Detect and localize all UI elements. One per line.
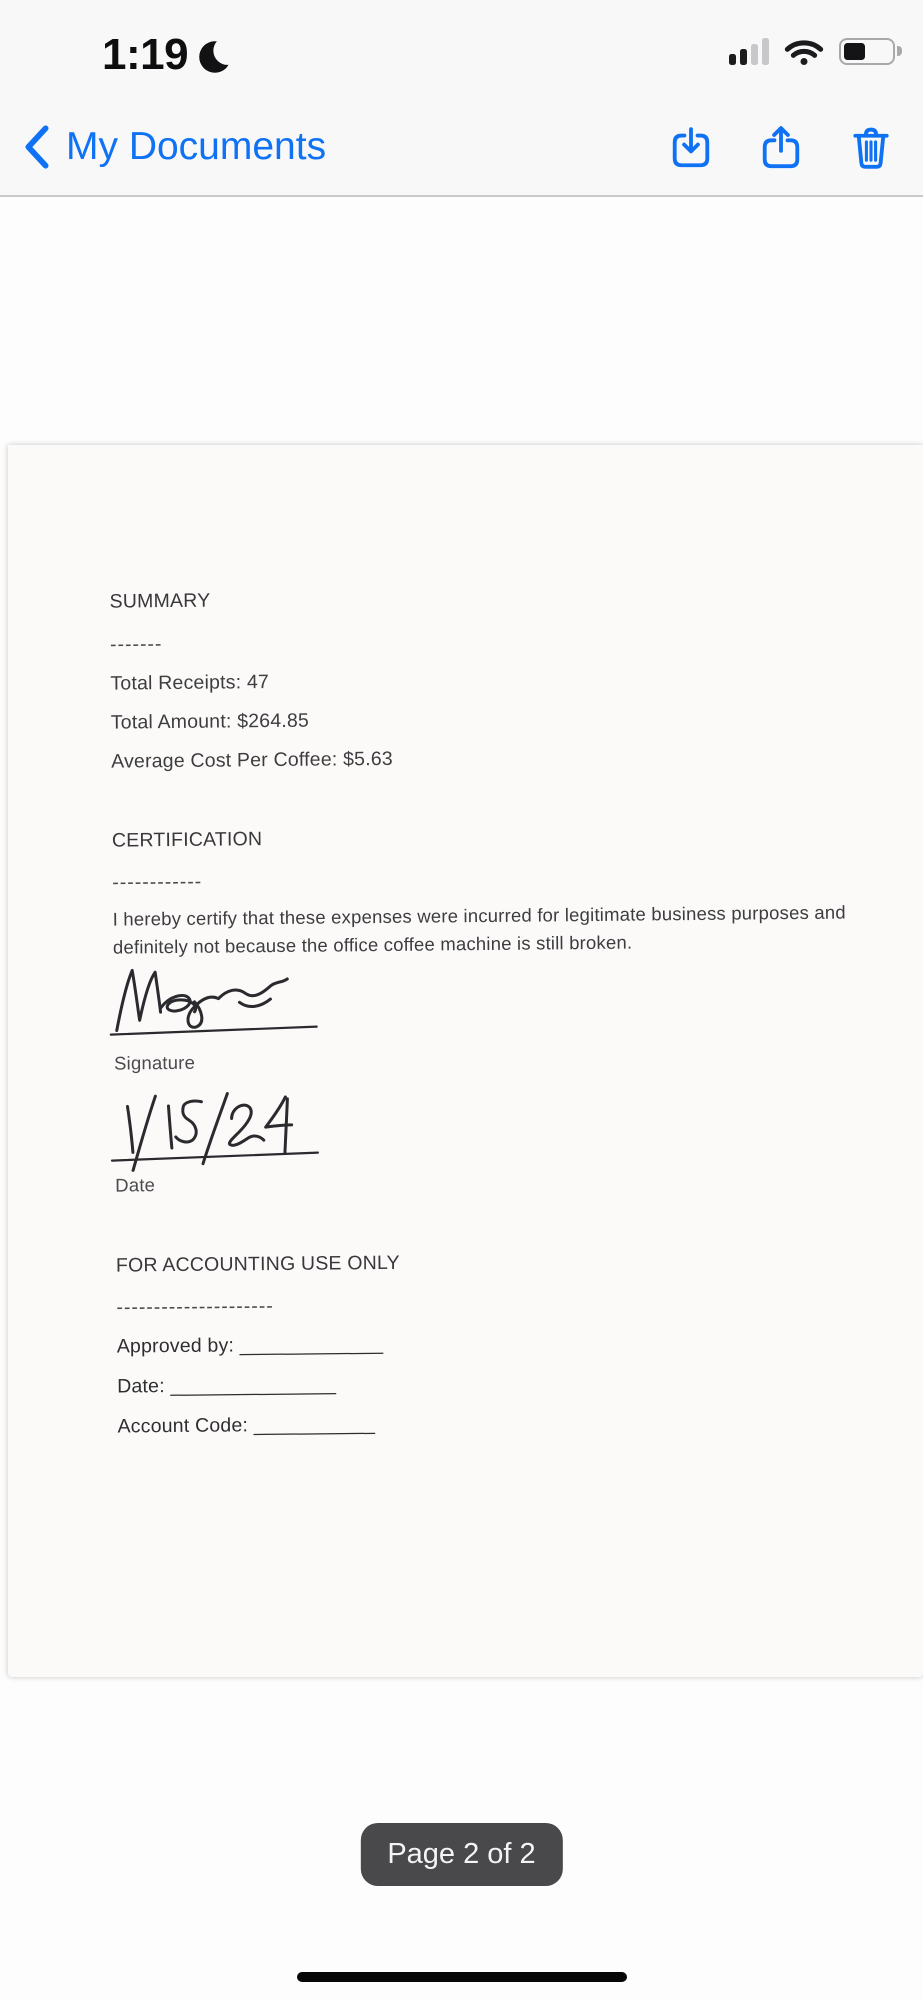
clock-time: 1:19 [102, 30, 189, 79]
accounting-heading: FOR ACCOUNTING USE ONLY [115, 1251, 400, 1277]
total-amount-line: Total Amount: $264.85 [110, 709, 310, 734]
total-receipts-line: Total Receipts: 47 [110, 671, 270, 695]
wifi-icon [784, 36, 824, 66]
certification-text-line-2: definitely not because the office coffee machine is still broken. [112, 931, 633, 958]
average-cost-line: Average Cost Per Coffee: $5.63 [111, 747, 393, 773]
certification-heading: CERTIFICATION [111, 828, 263, 852]
signature-handwriting [106, 962, 332, 1038]
download-icon [668, 123, 714, 173]
date-handwriting [105, 1084, 331, 1178]
trash-icon [848, 123, 894, 173]
home-indicator[interactable] [297, 1972, 627, 1982]
cellular-signal-icon [729, 37, 769, 65]
date-label: Date [115, 1174, 156, 1196]
navigation-bar [0, 110, 923, 195]
date-field: Date: _______________ [117, 1373, 337, 1398]
back-button[interactable] [22, 124, 326, 170]
focus-moon-icon [197, 38, 235, 76]
certification-text-line-1: I hereby certify that these expenses were incurred for legitimate business purposes and [112, 901, 846, 930]
page-indicator-badge: Page 2 of 2 [360, 1823, 562, 1886]
share-icon [758, 123, 804, 173]
accounting-divider: --------------------- [116, 1295, 274, 1319]
scanned-document-content [5, 437, 923, 1678]
top-chrome [0, 0, 923, 197]
signature-label: Signature [113, 1051, 196, 1074]
back-label: My Documents [66, 125, 327, 168]
delete-button[interactable] [847, 122, 895, 174]
back-chevron-icon [22, 124, 52, 170]
download-button[interactable] [667, 122, 715, 174]
share-button[interactable] [757, 122, 805, 174]
certification-divider: ------------ [112, 870, 203, 894]
account-code-field: Account Code: ___________ [117, 1413, 376, 1438]
battery-icon [839, 38, 895, 65]
document-page[interactable] [8, 445, 923, 1677]
summary-divider: ------- [109, 633, 163, 656]
approved-by-field: Approved by: _____________ [116, 1333, 384, 1358]
summary-heading: SUMMARY [109, 589, 211, 613]
status-bar [0, 0, 923, 110]
